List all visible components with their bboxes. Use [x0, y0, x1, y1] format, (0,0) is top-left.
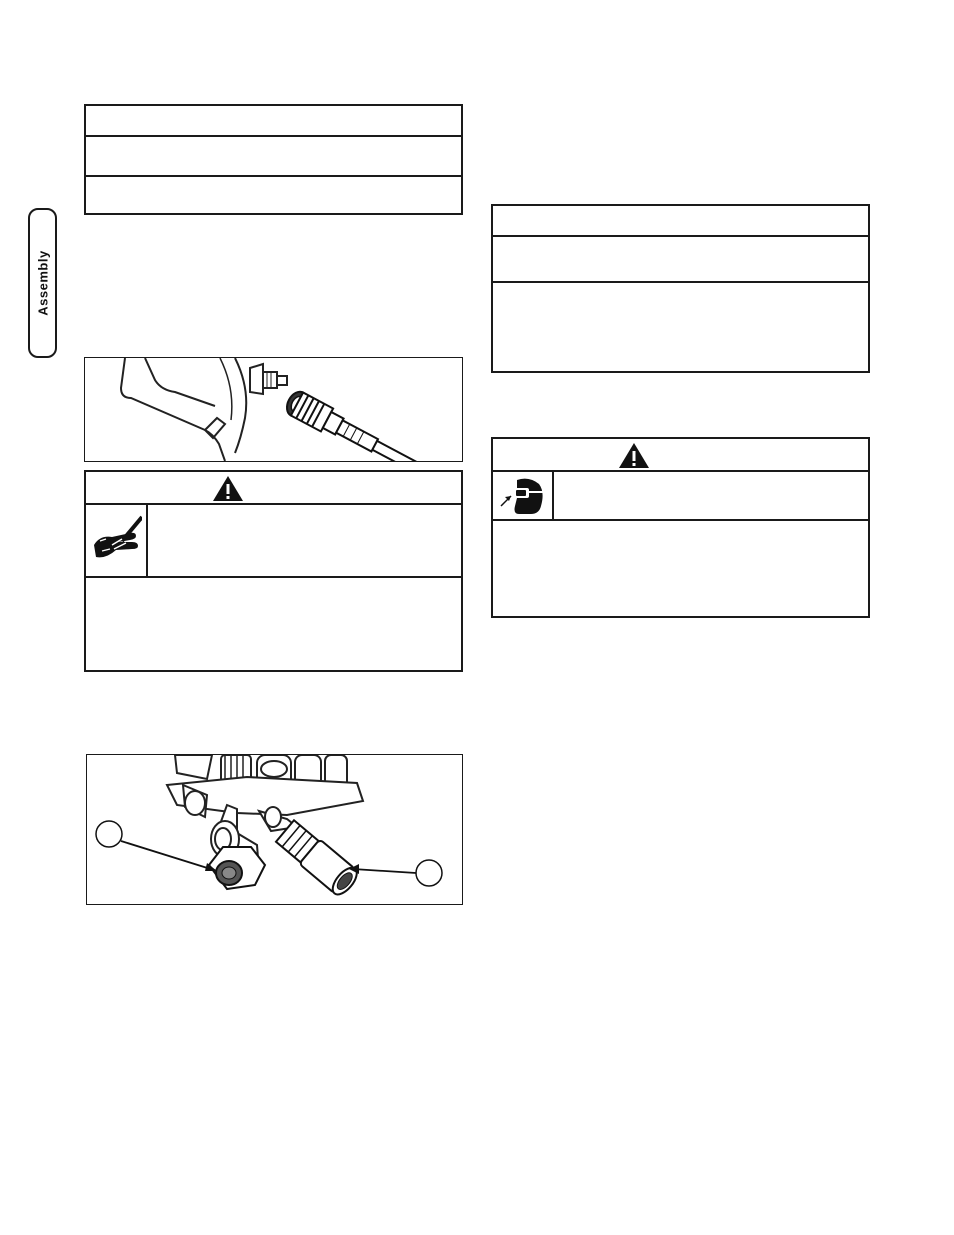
pump-illustration — [87, 755, 462, 904]
right-warning-header — [493, 439, 868, 472]
right-warning-icon-row — [493, 470, 868, 521]
callout-circle-a — [96, 821, 122, 847]
safety-goggles-icon — [499, 476, 545, 516]
left-info-table — [84, 104, 463, 215]
right-info-table — [491, 204, 870, 373]
left-warning-icon-row — [86, 503, 461, 578]
right-info-table-row-2 — [493, 235, 868, 283]
pump-outlets-figure — [86, 754, 463, 905]
assembly-side-tab — [28, 208, 57, 358]
right-info-table-row-1 — [493, 206, 868, 237]
left-info-table-row-1 — [86, 106, 461, 137]
warning-triangle-icon — [212, 475, 244, 502]
callout-circle-b — [416, 860, 442, 886]
gun-hose-illustration — [85, 358, 462, 461]
hand-injection-hazard-icon — [92, 515, 142, 565]
left-info-table-row-2 — [86, 135, 461, 177]
warning-triangle-icon — [618, 442, 650, 469]
gun-hose-figure — [84, 357, 463, 462]
left-warning-header — [86, 472, 461, 505]
assembly-tab-label: Assembly — [35, 250, 50, 316]
right-warning-box — [491, 437, 870, 618]
left-warning-box — [84, 470, 463, 672]
